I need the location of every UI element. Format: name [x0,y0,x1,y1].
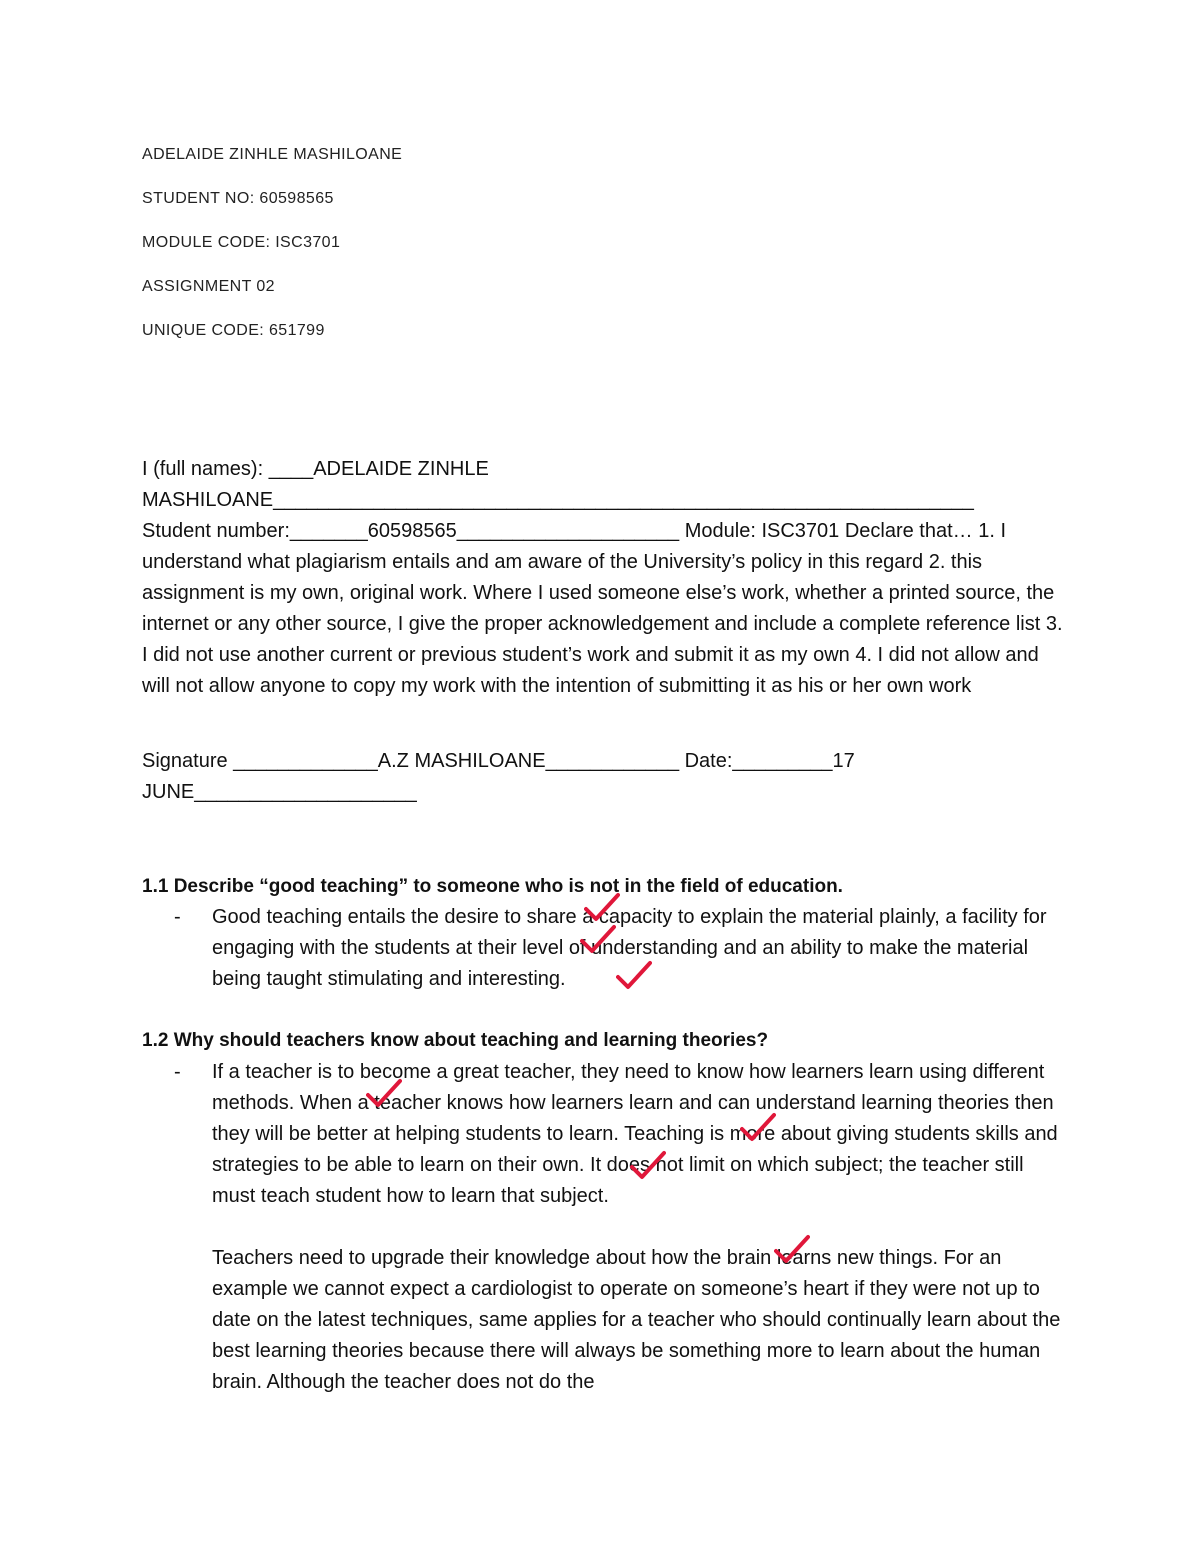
answer-paragraph: Good teaching entails the desire to share a capacity to explain the material plainly, a facility for engaging with the students at their level of understanding and an ability to make the material being taught stimulating and interesting. [212,906,1047,990]
answer-paragraph: If a teacher is to become a great teacher, they need to know how learners learn using different methods. When a teacher knows how learners learn and can understand learning theories then they will be better at helping students to learn. Teaching is more about giving students skills and strategies to be able to learn on their own. It does not limit on which subject; the teacher still must teach student how to learn that subject. [212,1061,1058,1207]
check-mark-icon [584,892,620,922]
student-number: STUDENT NO: 60598565 [142,190,334,207]
answer-paragraph: Teachers need to upgrade their knowledge about how the brain learns new things. For an example we cannot expect a cardiologist to operate on someone’s heart if they were not up to date on the latest techniques, same applies for a teacher who should continually learn about the best learning theories because there will always be something more to learn about the human brain. Although the teacher does not do the [212,1247,1061,1393]
question-1-2-answer [212,1057,1072,1398]
student-name: ADELAIDE ZINHLE MASHILOANE [142,146,403,163]
signature-block [142,746,1072,808]
signature-date-line: JUNE____________________ [142,781,417,803]
declaration-body: Student number:_______60598565____________________ Module: ISC3701 Declare that… 1. I understand what plagiarism entails and am aware of the University’s policy in this regard 2. this assignment is my own, original work. Where I used someone else’s work, whether a printed source, the internet or any other source, I give the proper acknowledgement and include a complete reference list 3. I did not use another current or previous student’s work and submit it as my own 4. I did not allow and will not allow anyone to copy my work with the intention of submitting it as his or her own work [142,520,1063,697]
list-bullet: - [174,906,181,928]
check-mark-icon [740,1112,776,1142]
check-mark-icon [616,960,652,990]
declaration-full-names: I (full names): ____ADELAIDE ZINHLE [142,458,489,480]
plagiarism-declaration [142,454,1072,702]
list-bullet: - [174,1061,181,1083]
assignment-number: ASSIGNMENT 02 [142,278,275,295]
question-1-1-heading: 1.1 Describe “good teaching” to someone who is not in the field of education. [142,876,843,897]
declaration-surname: MASHILOANE_______________________________________________________________ [142,489,974,511]
check-mark-icon [630,1150,666,1180]
module-code: MODULE CODE: ISC3701 [142,234,341,251]
check-mark-icon [580,924,616,954]
check-mark-icon [774,1234,810,1264]
check-mark-icon [366,1078,402,1108]
unique-code: UNIQUE CODE: 651799 [142,322,325,339]
question-1-2-heading: 1.2 Why should teachers know about teaching and learning theories? [142,1030,769,1051]
signature-line: Signature _____________A.Z MASHILOANE____________ Date:_________17 [142,750,855,772]
